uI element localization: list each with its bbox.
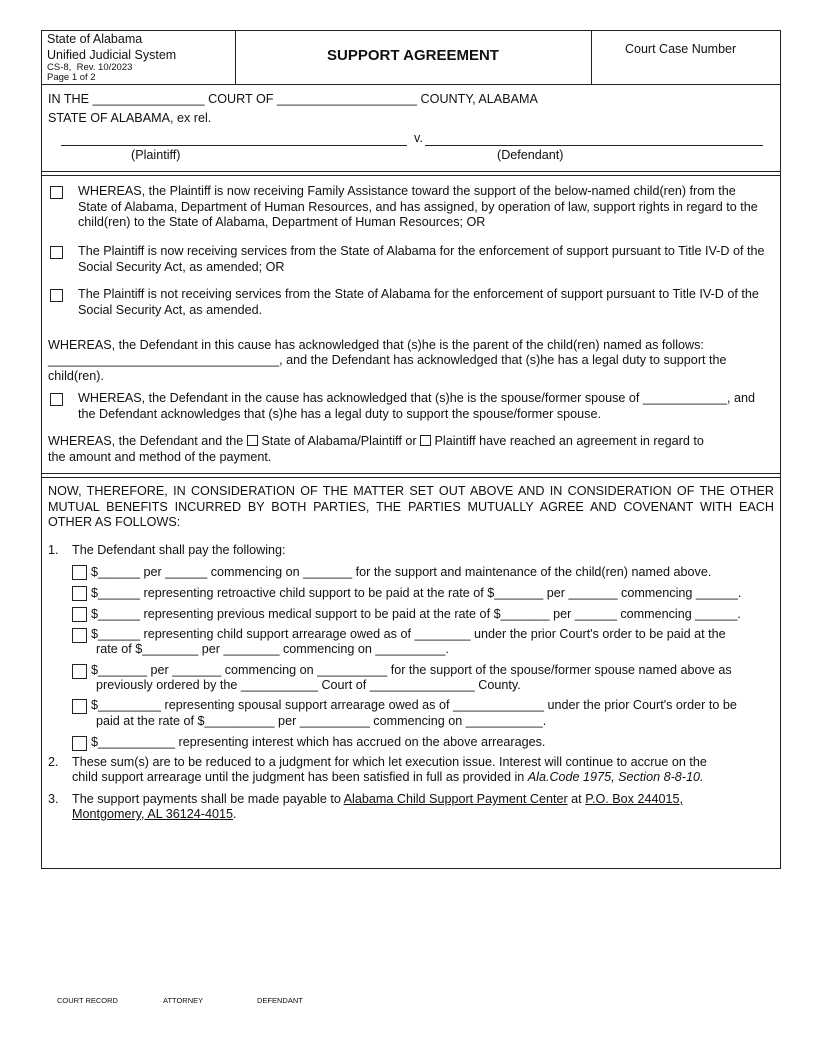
option-medical-support-checkbox[interactable] xyxy=(72,607,87,622)
option-spousal-support-line1: $_______ per _______ commencing on __________ for the support of the spouse/former spouse named above as xyxy=(91,663,732,677)
form-title: SUPPORT AGREEMENT xyxy=(327,47,499,64)
plaintiff-label: (Plaintiff) xyxy=(131,148,181,162)
caption-court-of: COURT OF xyxy=(208,92,274,106)
now-therefore-clause: NOW, THEREFORE, IN CONSIDERATION OF THE MATTER SET OUT ABOVE AND IN CONSIDERATION OF THE OTHER MUTUAL BENEFITS INCURRED BY BOTH PARTIES, THE PARTIES MUTUALLY AGREE AND COVENANT WITH EACH OTHER AS FOLLOWS: xyxy=(48,484,774,529)
item1-text: The Defendant shall pay the following: xyxy=(72,543,286,557)
state-plaintiff-checkbox[interactable] xyxy=(247,435,258,446)
header-form-id: CS-8, Rev. 10/2023 xyxy=(47,62,133,73)
option-spousal-arrearage-checkbox[interactable] xyxy=(72,699,87,714)
whereas-no-ivd-services: The Plaintiff is not receiving services from the State of Alabama for the enforcement of support pursuant to Title IV-D of the Social Security Act, as amended. xyxy=(78,287,759,317)
option-child-arrearage-line2: rate of $________ per ________ commencing on __________. xyxy=(96,642,449,656)
defendant-signature-line[interactable] xyxy=(425,145,763,146)
whereas-agreement-line1 xyxy=(48,434,704,450)
whereas-family-assistance: WHEREAS, the Plaintiff is now receiving Family Assistance toward the support of the below-named child(ren) from the State of Alabama, Department of Human Resources, and has assigned, by operation of law, support rights in regard to the child(ren) to the State of Alabama, Department of Human Resources; OR xyxy=(78,184,758,229)
header-rule xyxy=(42,84,780,85)
whereas-spouse: WHEREAS, the Defendant in the cause has acknowledged that (s)he is the spouse/former spouse of ____________, and the Defendant acknowledges that (s)he has a legal duty to support the spouse/former spouse. xyxy=(78,391,755,421)
whereas-parent-line2[interactable]: _________________________________, and the Defendant has acknowledged that (s)he has a legal duty to support the xyxy=(48,353,727,367)
caption-county-alabama: COUNTY, ALABAMA xyxy=(420,92,538,106)
option-retroactive-support: $______ representing retroactive child support to be paid at the rate of $_______ per _______ commencing ______. xyxy=(91,586,742,600)
item3-line1 xyxy=(72,792,683,808)
whereas-agreement-line2: the amount and method of the payment. xyxy=(48,450,272,464)
item2-line2 xyxy=(72,770,703,786)
option-retroactive-support-checkbox[interactable] xyxy=(72,586,87,601)
option-current-child-support: $______ per ______ commencing on _______ for the support and maintenance of the child(ren) named above. xyxy=(91,565,712,579)
footer-attorney: ATTORNEY xyxy=(163,996,204,1005)
plaintiff-checkbox[interactable] xyxy=(420,435,431,446)
item3-text: The support payments shall be made payable to xyxy=(72,792,341,806)
versus-label: v. xyxy=(414,131,423,145)
item2-text: child support arrearage until the judgment has been satisfied in full as provided in xyxy=(72,770,525,784)
whereas-rule xyxy=(42,473,780,478)
whereas-parent-line3: child(ren). xyxy=(48,369,104,383)
spouse-support-checkbox[interactable] xyxy=(50,393,63,406)
caption-state-ex-rel: STATE OF ALABAMA, ex rel. xyxy=(48,111,212,125)
whereas-ivd-services: The Plaintiff is now receiving services from the State of Alabama for the enforcement of support pursuant to Title IV-D of the Social Security Act, as amended; OR xyxy=(78,244,765,274)
header-divider-right xyxy=(591,31,592,85)
option-current-child-support-checkbox[interactable] xyxy=(72,565,87,580)
caption-in-the: IN THE xyxy=(48,92,90,106)
item3-line2 xyxy=(72,807,237,823)
agreement-text-c: Plaintiff have reached an agreement in regard to xyxy=(434,434,704,448)
option-child-arrearage-checkbox[interactable] xyxy=(72,628,87,643)
court-case-number-label: Court Case Number xyxy=(625,42,737,56)
item3-period: . xyxy=(233,807,237,821)
payment-center-name: Alabama Child Support Payment Center xyxy=(343,792,568,806)
whereas-parent-line1: WHEREAS, the Defendant in this cause has acknowledged that (s)he is the parent of the child(ren) named as follows: xyxy=(48,338,704,352)
option-child-arrearage-line1: $______ representing child support arrearage owed as of ________ under the prior Court's order to be paid at the xyxy=(91,627,726,641)
option-medical-support: $______ representing previous medical support to be paid at the rate of $_______ per ______ commencing ______. xyxy=(91,607,741,621)
plaintiff-signature-line[interactable] xyxy=(61,145,407,146)
defendant-label: (Defendant) xyxy=(497,148,564,162)
header-page: Page 1 of 2 xyxy=(47,72,96,83)
option-spousal-support-line2: previously ordered by the ___________ Court of _______________ County. xyxy=(96,678,521,692)
item1-number: 1. xyxy=(48,543,59,557)
court-type-blank[interactable]: ________________ xyxy=(92,92,205,106)
caption-line1 xyxy=(48,92,538,108)
alabama-code-citation: Ala.Code 1975, Section 8-8-10. xyxy=(527,770,704,784)
item2-line1: These sum(s) are to be reduced to a judgment for which let execution issue. Interest will continue to accrue on the xyxy=(72,755,707,769)
no-ivd-services-checkbox[interactable] xyxy=(50,289,63,302)
option-interest: $___________ representing interest which has accrued on the above arrearages. xyxy=(91,735,546,749)
header-system: Unified Judicial System xyxy=(47,48,177,62)
item3-number: 3. xyxy=(48,792,59,806)
item3-at: at xyxy=(571,792,582,806)
header-state: State of Alabama xyxy=(47,32,143,46)
form-id: CS-8 xyxy=(47,62,69,73)
payment-city: Montgomery, AL 36124-4015 xyxy=(72,807,234,821)
family-assistance-checkbox[interactable] xyxy=(50,186,63,199)
county-blank[interactable]: ____________________ xyxy=(276,92,418,106)
agreement-text-b: State of Alabama/Plaintiff or xyxy=(261,434,417,448)
footer-defendant: DEFENDANT xyxy=(257,996,303,1005)
footer-court-record: COURT RECORD xyxy=(57,996,118,1005)
title-ivd-services-checkbox[interactable] xyxy=(50,246,63,259)
caption-rule xyxy=(42,171,780,176)
item2-number: 2. xyxy=(48,755,59,769)
payment-po-box: P.O. Box 244015, xyxy=(585,792,683,806)
option-spousal-support-checkbox[interactable] xyxy=(72,664,87,679)
option-spousal-arrearage-line1: $_________ representing spousal support arrearage owed as of _____________ under the prior Court's order to be xyxy=(91,698,737,712)
option-interest-checkbox[interactable] xyxy=(72,736,87,751)
option-spousal-arrearage-line2: paid at the rate of $__________ per __________ commencing on ___________. xyxy=(96,714,547,728)
agreement-text-a: WHEREAS, the Defendant and the xyxy=(48,434,244,448)
form-revision: Rev. 10/2023 xyxy=(76,62,133,73)
